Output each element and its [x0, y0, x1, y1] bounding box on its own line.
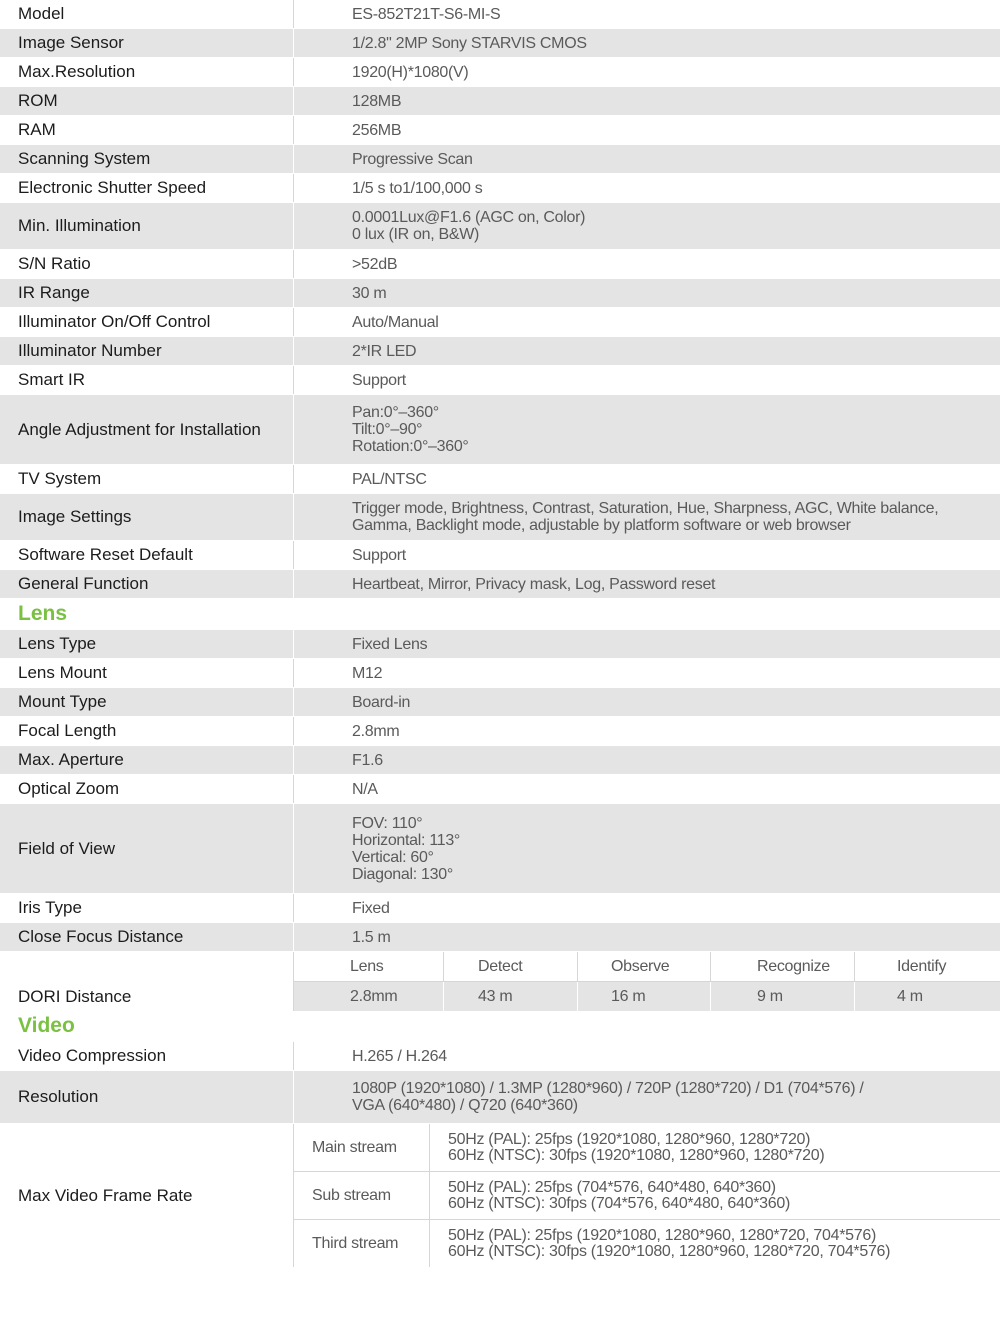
spec-value-line: H.265 / H.264 [352, 1047, 447, 1065]
spec-label: General Function [0, 570, 294, 598]
spec-label: Max Video Frame Rate [0, 1124, 294, 1267]
spec-value [294, 250, 1000, 278]
section-title-video: Video [0, 1011, 1000, 1042]
spec-label: Close Focus Distance [0, 923, 294, 951]
spec-value [294, 29, 1000, 57]
spec-row [0, 659, 1000, 688]
dori-value-cell: 9 m [711, 982, 855, 1011]
spec-value [294, 570, 1000, 598]
spec-row [0, 279, 1000, 308]
frame-rate-row [0, 1124, 1000, 1267]
spec-value-line: Fixed Lens [352, 635, 428, 653]
spec-row [0, 58, 1000, 87]
spec-row [0, 1071, 1000, 1124]
spec-label: Software Reset Default [0, 541, 294, 569]
spec-label: Video Compression [0, 1042, 294, 1070]
stream-name: Main stream [294, 1124, 430, 1171]
spec-value-line: 1080P (1920*1080) / 1.3MP (1280*960) / 720P (1280*720) / D1 (704*576) / [352, 1080, 864, 1097]
spec-row [0, 395, 1000, 465]
spec-row [0, 804, 1000, 894]
spec-value-line: 0 lux (IR on, B&W) [352, 226, 480, 243]
dori-value-cell: 43 m [444, 982, 578, 1011]
spec-row [0, 0, 1000, 29]
spec-value-line: 128MB [352, 92, 402, 110]
dori-value-cell: 4 m [897, 987, 923, 1005]
spec-value [294, 366, 1000, 394]
spec-value [294, 308, 1000, 336]
dori-distance-row [0, 952, 1000, 1011]
stream-row [294, 1172, 1000, 1220]
spec-value-line: 0.0001Lux@F1.6 (AGC on, Color) [352, 209, 586, 226]
spec-row [0, 174, 1000, 203]
spec-value-line: N/A [352, 780, 378, 798]
spec-value-line: Pan:0°–360° [352, 404, 439, 421]
spec-label: Angle Adjustment for Installation [0, 395, 294, 464]
spec-value [294, 775, 1000, 803]
spec-row [0, 116, 1000, 145]
spec-row [0, 630, 1000, 659]
spec-value [294, 494, 1000, 540]
stream-frame-rate-line: 60Hz (NTSC): 30fps (1920*1080, 1280*960, 1280*720, 704*576) [448, 1242, 891, 1260]
spec-label: Iris Type [0, 894, 294, 922]
spec-value-line: Heartbeat, Mirror, Privacy mask, Log, Password reset [352, 575, 716, 593]
spec-label: ROM [0, 87, 294, 115]
spec-value [294, 630, 1000, 658]
spec-value [294, 923, 1000, 951]
spec-value-line: VGA (640*480) / Q720 (640*360) [352, 1097, 578, 1114]
spec-row [0, 29, 1000, 58]
spec-label: Illuminator On/Off Control [0, 308, 294, 336]
spec-row [0, 308, 1000, 337]
stream-frame-rates [430, 1172, 1000, 1219]
spec-value-line: Gamma, Backlight mode, adjustable by platform software or web browser [352, 517, 851, 534]
spec-label: Scanning System [0, 145, 294, 173]
spec-value [294, 746, 1000, 774]
dori-header-cell: Identify [897, 957, 947, 975]
spec-row [0, 465, 1000, 494]
spec-value [294, 688, 1000, 716]
spec-row [0, 87, 1000, 116]
spec-row [0, 494, 1000, 541]
spec-value [294, 337, 1000, 365]
dori-value-row [294, 982, 1000, 1011]
spec-value-line: Auto/Manual [352, 313, 439, 331]
stream-frame-rates [430, 1220, 1000, 1267]
spec-value-line: Horizontal: 113° [352, 831, 461, 849]
spec-label: Smart IR [0, 366, 294, 394]
spec-value [294, 395, 1000, 464]
spec-value-line: 30 m [352, 284, 387, 302]
video-spec-table [0, 1042, 1000, 1124]
spec-value-line: 256MB [352, 121, 402, 139]
spec-label: Lens Mount [0, 659, 294, 687]
dori-header-cell: Lens [294, 952, 444, 981]
spec-value [294, 58, 1000, 86]
spec-row [0, 775, 1000, 804]
spec-row [0, 145, 1000, 174]
spec-value-line: ES-852T21T-S6-MI-S [352, 5, 501, 23]
section-title-lens: Lens [0, 599, 1000, 630]
spec-label: DORI Distance [0, 952, 294, 1011]
spec-label: Focal Length [0, 717, 294, 745]
spec-value-line: 1.5 m [352, 928, 391, 946]
spec-value [294, 659, 1000, 687]
spec-value-line: Diagonal: 130° [352, 865, 453, 883]
spec-value-line: Trigger mode, Brightness, Contrast, Saturation, Hue, Sharpness, AGC, White balance, [352, 500, 939, 517]
spec-label: Electronic Shutter Speed [0, 174, 294, 202]
spec-value [294, 203, 1000, 249]
spec-row [0, 717, 1000, 746]
stream-row [294, 1220, 1000, 1267]
stream-name: Third stream [294, 1220, 430, 1267]
spec-value [294, 116, 1000, 144]
spec-label: Resolution [0, 1071, 294, 1123]
spec-value [294, 465, 1000, 493]
spec-value-line: Vertical: 60° [352, 848, 434, 866]
spec-value-line: Board-in [352, 693, 411, 711]
dori-grid [294, 952, 1000, 1011]
spec-value-line: 1/2.8" 2MP Sony STARVIS CMOS [352, 34, 587, 52]
spec-label: Max.Resolution [0, 58, 294, 86]
dori-header-cell: Observe [578, 952, 711, 981]
spec-value-line: M12 [352, 664, 383, 682]
lens-spec-table [0, 630, 1000, 952]
spec-row [0, 337, 1000, 366]
spec-value [294, 87, 1000, 115]
spec-value-line: Rotation:0°–360° [352, 438, 469, 455]
general-spec-table [0, 0, 1000, 599]
spec-label: S/N Ratio [0, 250, 294, 278]
spec-label: TV System [0, 465, 294, 493]
spec-value [294, 1071, 1000, 1123]
spec-label: Illuminator Number [0, 337, 294, 365]
stream-frame-rate-line: 50Hz (PAL): 25fps (1920*1080, 1280*960, 1280*720, 704*576) [448, 1226, 876, 1244]
spec-label: Model [0, 0, 294, 28]
spec-value [294, 174, 1000, 202]
spec-value-line: 1920(H)*1080(V) [352, 63, 469, 81]
spec-label: Image Sensor [0, 29, 294, 57]
stream-frame-rate-line: 50Hz (PAL): 25fps (1920*1080, 1280*960, 1280*720) [448, 1130, 811, 1148]
spec-value-line: Progressive Scan [352, 150, 473, 168]
spec-row [0, 894, 1000, 923]
spec-label: Optical Zoom [0, 775, 294, 803]
spec-value-line: 2*IR LED [352, 342, 417, 360]
spec-row [0, 746, 1000, 775]
spec-value [294, 894, 1000, 922]
dori-header-cell: Recognize [711, 952, 855, 981]
dori-value-cell: 2.8mm [294, 982, 444, 1011]
spec-value-line: Support [352, 546, 406, 564]
spec-value [294, 541, 1000, 569]
spec-value-line: >52dB [352, 255, 398, 273]
spec-row [0, 541, 1000, 570]
spec-label: Image Settings [0, 494, 294, 540]
stream-row [294, 1124, 1000, 1172]
dori-header-row [294, 952, 1000, 982]
spec-value-line: 1/5 s to1/100,000 s [352, 179, 483, 197]
spec-label: Mount Type [0, 688, 294, 716]
spec-value-line: F1.6 [352, 751, 383, 769]
spec-value [294, 804, 1000, 893]
spec-value [294, 279, 1000, 307]
spec-row [0, 250, 1000, 279]
spec-label: Lens Type [0, 630, 294, 658]
stream-frame-rate-line: 50Hz (PAL): 25fps (704*576, 640*480, 640*360) [448, 1178, 776, 1196]
stream-name: Sub stream [294, 1172, 430, 1219]
spec-label: IR Range [0, 279, 294, 307]
spec-value-line: 2.8mm [352, 722, 400, 740]
spec-value [294, 0, 1000, 28]
spec-label: Field of View [0, 804, 294, 893]
spec-value-line: Support [352, 371, 406, 389]
spec-label: RAM [0, 116, 294, 144]
spec-label: Min. Illumination [0, 203, 294, 249]
spec-value [294, 1042, 1000, 1070]
dori-value-cell: 16 m [578, 982, 711, 1011]
spec-value-line: FOV: 110° [352, 814, 423, 832]
spec-value [294, 145, 1000, 173]
spec-row [0, 366, 1000, 395]
spec-row [0, 923, 1000, 952]
spec-row [0, 688, 1000, 717]
stream-frame-rate-line: 60Hz (NTSC): 30fps (704*576, 640*480, 640*360) [448, 1194, 790, 1212]
spec-value-line: PAL/NTSC [352, 470, 427, 488]
spec-label: Max. Aperture [0, 746, 294, 774]
spec-value [294, 717, 1000, 745]
spec-row [0, 203, 1000, 250]
spec-value-line: Fixed [352, 899, 390, 917]
frame-rate-grid [294, 1124, 1000, 1267]
stream-frame-rate-line: 60Hz (NTSC): 30fps (1920*1080, 1280*960, 1280*720) [448, 1146, 825, 1164]
spec-value-line: Tilt:0°–90° [352, 421, 423, 438]
spec-row [0, 570, 1000, 599]
spec-row [0, 1042, 1000, 1071]
stream-frame-rates [430, 1124, 1000, 1171]
dori-header-cell: Detect [444, 952, 578, 981]
